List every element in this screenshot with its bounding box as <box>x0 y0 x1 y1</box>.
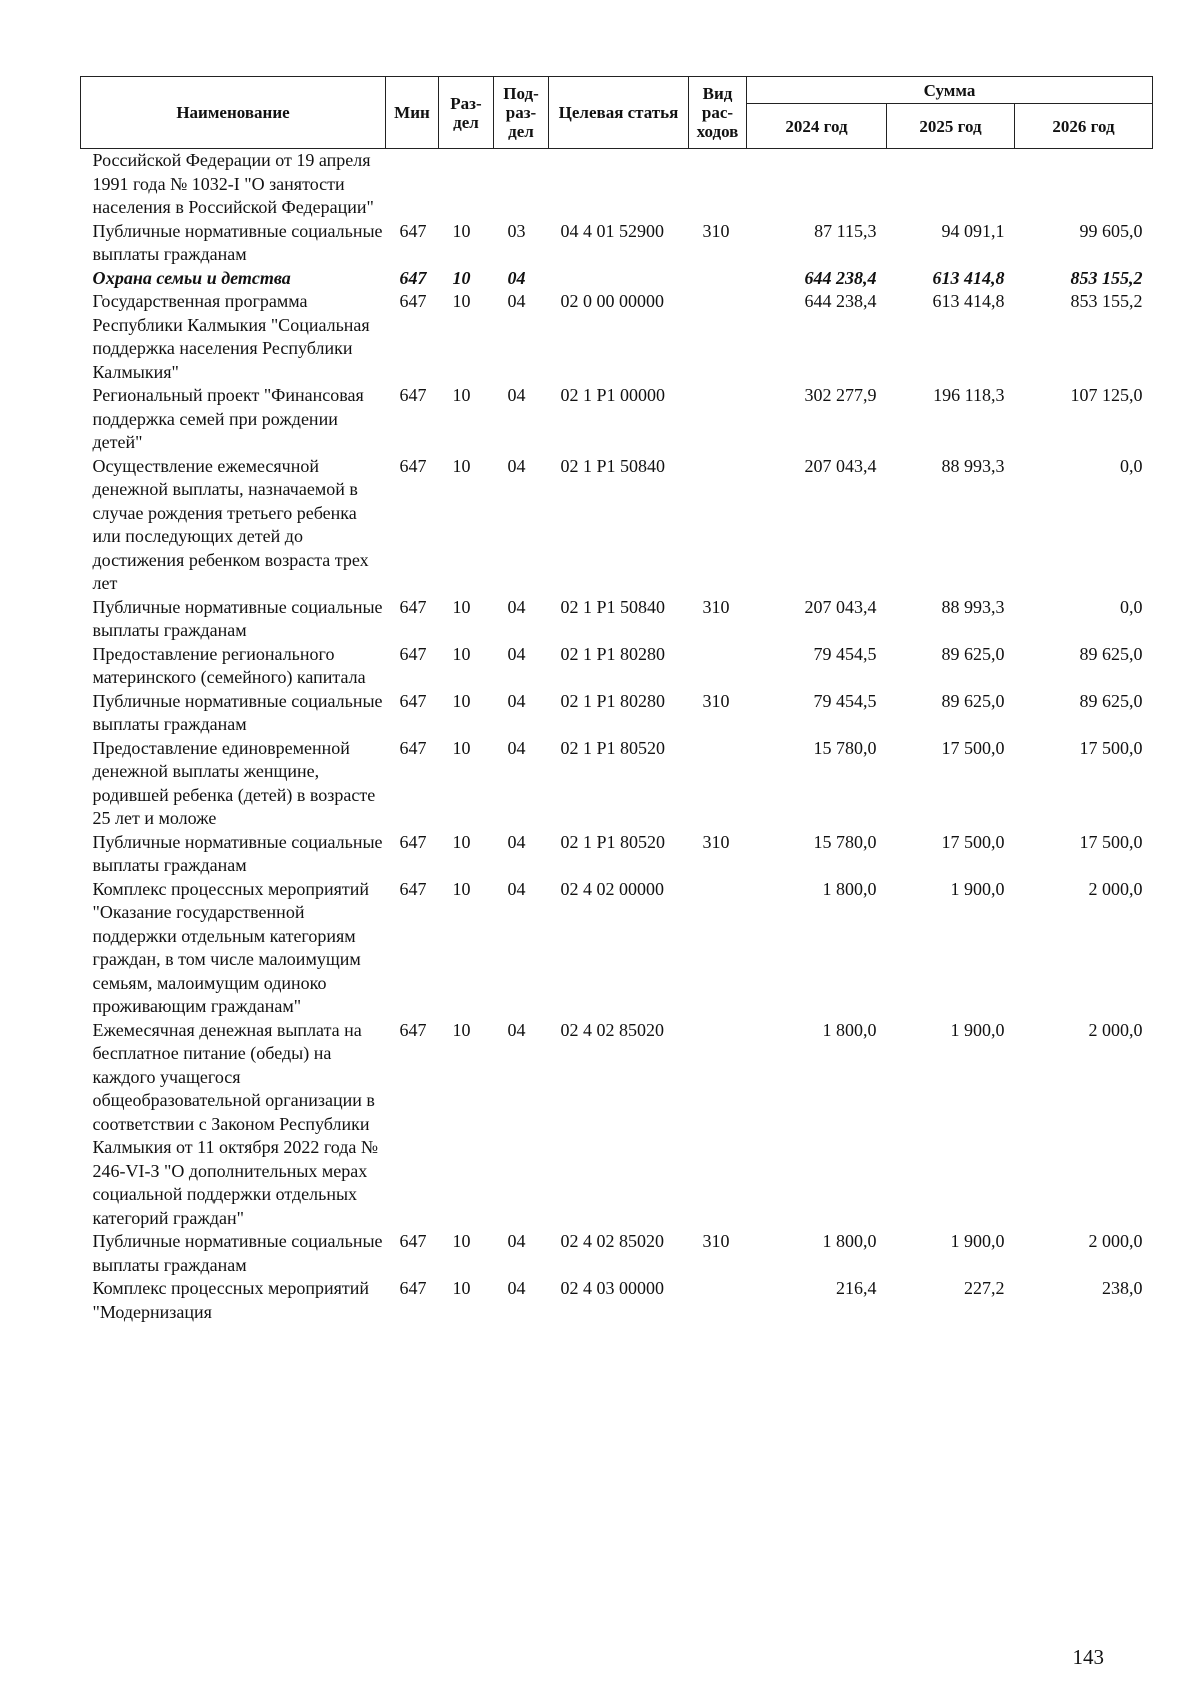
cell-podrazdel: 04 <box>507 267 526 288</box>
table-row <box>81 737 1153 831</box>
cell-celevaya-statya: 02 0 00 00000 <box>560 291 664 311</box>
cell-sum-2025: 1 900,0 <box>950 878 1005 899</box>
cell-min: 647 <box>399 291 427 311</box>
cell-razdel: 10 <box>452 455 471 476</box>
cell-sum-2024: 87 115,3 <box>814 220 877 241</box>
cell-sum-2026: 89 625,0 <box>1079 643 1143 664</box>
header-year-2025: 2025 год <box>887 104 1015 149</box>
cell-sum-2025: 94 091,1 <box>941 220 1005 241</box>
cell-vid-raskhodov <box>689 643 747 690</box>
cell-min: 647 <box>399 385 427 405</box>
header-razdel: Раз-дел <box>439 77 494 149</box>
cell-min: 647 <box>399 737 427 758</box>
cell-min: 647 <box>399 455 427 476</box>
cell-min <box>386 149 439 220</box>
cell-sum-2026: 17 500,0 <box>1079 737 1143 758</box>
table-row <box>81 878 1153 1019</box>
cell-celevaya-statya: 02 4 03 00000 <box>560 1278 664 1298</box>
cell-min: 647 <box>399 878 427 899</box>
cell-razdel: 10 <box>452 737 471 758</box>
cell-razdel: 10 <box>452 878 471 899</box>
cell-name: Публичные нормативные социальные выплаты гражданам <box>92 831 383 875</box>
cell-podrazdel: 04 <box>507 385 526 405</box>
cell-podrazdel: 04 <box>507 1278 526 1298</box>
header-celevaya-statya: Целевая статья <box>549 77 689 149</box>
cell-vid-raskhodov: 310 <box>702 220 730 241</box>
cell-sum-2025: 613 414,8 <box>932 291 1005 311</box>
cell-name: Охрана семьи и детства <box>92 267 291 288</box>
cell-razdel: 10 <box>452 220 471 241</box>
cell-name: Осуществление ежемесячной денежной выплаты, назначаемой в случае рождения третьего ребенка или последующих детей до достижения ребенком возраста трех лет <box>92 455 369 593</box>
table-row <box>81 290 1153 384</box>
table-row <box>81 149 1153 220</box>
cell-sum-2025: 17 500,0 <box>941 737 1005 758</box>
cell-sum-2024: 644 238,4 <box>804 291 877 311</box>
cell-sum-2024: 207 043,4 <box>804 596 877 617</box>
cell-razdel: 10 <box>452 1019 471 1040</box>
cell-celevaya-statya: 02 1 P1 50840 <box>560 596 666 617</box>
cell-name: Публичные нормативные социальные выплаты гражданам <box>92 1231 383 1275</box>
cell-podrazdel: 04 <box>507 455 526 476</box>
table-row <box>81 267 1153 291</box>
cell-sum-2026: 0,0 <box>1120 455 1143 476</box>
cell-podrazdel <box>494 149 549 220</box>
table-row <box>81 455 1153 596</box>
cell-sum-2024: 216,4 <box>836 1278 877 1298</box>
header-vid-raskhodov: Вид рас-ходов <box>689 77 747 149</box>
cell-sum-2026: 2 000,0 <box>1088 878 1143 899</box>
cell-vid-raskhodov <box>689 384 747 455</box>
cell-podrazdel: 04 <box>507 643 526 664</box>
cell-podrazdel: 04 <box>507 1231 526 1251</box>
header-name: Наименование <box>81 77 386 149</box>
cell-sum-2024: 644 238,4 <box>804 267 877 288</box>
cell-podrazdel: 04 <box>507 737 526 758</box>
cell-celevaya-statya: 02 1 P1 80520 <box>560 831 666 852</box>
cell-name: Предоставление регионального материнского (семейного) капитала <box>92 643 366 687</box>
cell-min: 647 <box>399 690 427 711</box>
cell-razdel: 10 <box>452 1278 471 1298</box>
cell-podrazdel: 04 <box>507 878 526 899</box>
cell-vid-raskhodov: 310 <box>702 1231 730 1251</box>
table-row <box>81 643 1153 690</box>
cell-name: Российской Федерации от 19 апреля 1991 года № 1032-I "О занятости населения в Российской Федерации" <box>92 150 374 217</box>
table-row <box>81 1230 1153 1277</box>
cell-name: Ежемесячная денежная выплата на бесплатное питание (обеды) на каждого учащегося общеобразовательной организации в соответствии с Законом Республики Калмыкия от 11 октября 2022 года № 246-VI-З "О дополнительных мерах социальной поддержки отдельных категорий граждан" <box>92 1019 379 1228</box>
table-row <box>81 831 1153 878</box>
cell-celevaya-statya <box>549 149 689 220</box>
cell-min: 647 <box>399 1019 427 1040</box>
cell-min: 647 <box>399 1278 427 1298</box>
page-number: 143 <box>1072 1645 1104 1669</box>
cell-name: Государственная программа Республики Калмыкия "Социальная поддержка населения Республики Калмыкия" <box>92 291 370 382</box>
header-podrazdel: Под-раз-дел <box>494 77 549 149</box>
cell-vid-raskhodov: 310 <box>702 690 730 711</box>
cell-sum-2024: 302 277,9 <box>804 385 877 405</box>
cell-sum-2026: 89 625,0 <box>1079 690 1143 711</box>
cell-sum-2026: 853 155,2 <box>1070 267 1143 288</box>
cell-sum-2025: 227,2 <box>964 1278 1005 1298</box>
cell-sum-2026 <box>1015 149 1153 220</box>
cell-name: Публичные нормативные социальные выплаты гражданам <box>92 690 383 734</box>
header-summa: Сумма <box>747 77 1153 104</box>
cell-vid-raskhodov <box>689 149 747 220</box>
cell-sum-2024: 1 800,0 <box>822 1019 877 1040</box>
cell-podrazdel: 04 <box>507 596 526 617</box>
cell-razdel: 10 <box>452 831 471 852</box>
cell-name: Публичные нормативные социальные выплаты гражданам <box>92 596 383 640</box>
cell-razdel <box>439 149 494 220</box>
cell-razdel: 10 <box>452 385 471 405</box>
cell-podrazdel: 04 <box>507 690 526 711</box>
cell-sum-2025 <box>887 149 1015 220</box>
cell-name: Публичные нормативные социальные выплаты гражданам <box>92 220 383 264</box>
cell-sum-2024: 207 043,4 <box>804 455 877 476</box>
cell-sum-2026: 17 500,0 <box>1079 831 1143 852</box>
cell-vid-raskhodov <box>689 1277 747 1324</box>
cell-sum-2024: 1 800,0 <box>822 878 877 899</box>
cell-razdel: 10 <box>452 690 471 711</box>
cell-podrazdel: 04 <box>507 1019 526 1040</box>
cell-sum-2025: 89 625,0 <box>941 643 1005 664</box>
cell-sum-2024: 15 780,0 <box>813 831 877 852</box>
cell-celevaya-statya: 02 4 02 00000 <box>560 878 664 899</box>
cell-name: Комплекс процессных мероприятий "Модернизация <box>92 1278 370 1322</box>
budget-page <box>80 76 1152 1324</box>
cell-min: 647 <box>399 596 427 617</box>
cell-sum-2026: 238,0 <box>1102 1278 1143 1298</box>
cell-sum-2025: 196 118,3 <box>933 385 1005 405</box>
cell-vid-raskhodov: 310 <box>702 596 730 617</box>
cell-celevaya-statya: 02 1 P1 80520 <box>560 737 666 758</box>
cell-razdel: 10 <box>452 643 471 664</box>
cell-podrazdel: 03 <box>507 220 526 241</box>
cell-sum-2025: 17 500,0 <box>941 831 1005 852</box>
cell-celevaya-statya: 02 4 02 85020 <box>560 1019 664 1040</box>
cell-min: 647 <box>399 220 427 241</box>
cell-razdel: 10 <box>452 1231 471 1251</box>
cell-min: 647 <box>399 1231 427 1251</box>
cell-celevaya-statya: 02 1 P1 80280 <box>560 690 666 711</box>
table-row <box>81 384 1153 455</box>
cell-podrazdel: 04 <box>507 831 526 852</box>
cell-razdel: 10 <box>452 596 471 617</box>
cell-celevaya-statya: 02 1 P1 50840 <box>560 455 666 476</box>
cell-min: 647 <box>399 267 427 288</box>
cell-sum-2025: 1 900,0 <box>950 1231 1005 1251</box>
cell-celevaya-statya: 02 4 02 85020 <box>560 1231 664 1251</box>
cell-vid-raskhodov <box>689 878 747 1019</box>
cell-sum-2025: 88 993,3 <box>941 596 1005 617</box>
cell-celevaya-statya <box>549 267 689 291</box>
cell-razdel: 10 <box>452 267 471 288</box>
cell-sum-2026: 0,0 <box>1120 596 1143 617</box>
cell-vid-raskhodov <box>689 455 747 596</box>
cell-razdel: 10 <box>452 291 471 311</box>
cell-vid-raskhodov <box>689 1019 747 1231</box>
budget-table <box>80 76 1153 1324</box>
cell-celevaya-statya: 02 1 P1 00000 <box>560 385 666 405</box>
header-year-2024: 2024 год <box>747 104 887 149</box>
cell-sum-2024: 1 800,0 <box>822 1231 877 1251</box>
cell-sum-2026: 2 000,0 <box>1088 1019 1143 1040</box>
cell-vid-raskhodov: 310 <box>702 831 730 852</box>
header-year-2026: 2026 год <box>1015 104 1153 149</box>
cell-min: 647 <box>399 643 427 664</box>
cell-celevaya-statya: 04 4 01 52900 <box>560 220 664 241</box>
cell-celevaya-statya: 02 1 P1 80280 <box>560 643 666 664</box>
cell-vid-raskhodov <box>689 290 747 384</box>
cell-sum-2024: 79 454,5 <box>813 690 877 711</box>
cell-sum-2026: 107 125,0 <box>1070 385 1143 405</box>
cell-vid-raskhodov <box>689 267 747 291</box>
cell-sum-2024: 15 780,0 <box>813 737 877 758</box>
cell-min: 647 <box>399 831 427 852</box>
cell-name: Предоставление единовременной денежной выплаты женщине, родившей ребенка (детей) в возрасте 25 лет и моложе <box>92 737 376 828</box>
cell-sum-2026: 853 155,2 <box>1070 291 1143 311</box>
table-row <box>81 1277 1153 1324</box>
cell-sum-2025: 89 625,0 <box>941 690 1005 711</box>
header-min: Мин <box>386 77 439 149</box>
cell-sum-2026: 2 000,0 <box>1088 1231 1143 1251</box>
table-header <box>81 77 1153 149</box>
cell-sum-2025: 88 993,3 <box>941 455 1005 476</box>
cell-name: Комплекс процессных мероприятий "Оказание государственной поддержки отдельным категориям граждан, в том числе малоимущим семьям, малоимущим одиноко проживающим гражданам" <box>92 878 370 1016</box>
cell-sum-2024 <box>747 149 887 220</box>
table-row <box>81 690 1153 737</box>
table-body <box>81 149 1153 1325</box>
cell-podrazdel: 04 <box>507 291 526 311</box>
table-row <box>81 1019 1153 1231</box>
cell-sum-2024: 79 454,5 <box>813 643 877 664</box>
table-row <box>81 220 1153 267</box>
cell-vid-raskhodov <box>689 737 747 831</box>
cell-sum-2025: 1 900,0 <box>950 1019 1005 1040</box>
cell-name: Региональный проект "Финансовая поддержка семей при рождении детей" <box>92 385 364 452</box>
cell-sum-2026: 99 605,0 <box>1079 220 1143 241</box>
table-row <box>81 596 1153 643</box>
cell-sum-2025: 613 414,8 <box>932 267 1005 288</box>
